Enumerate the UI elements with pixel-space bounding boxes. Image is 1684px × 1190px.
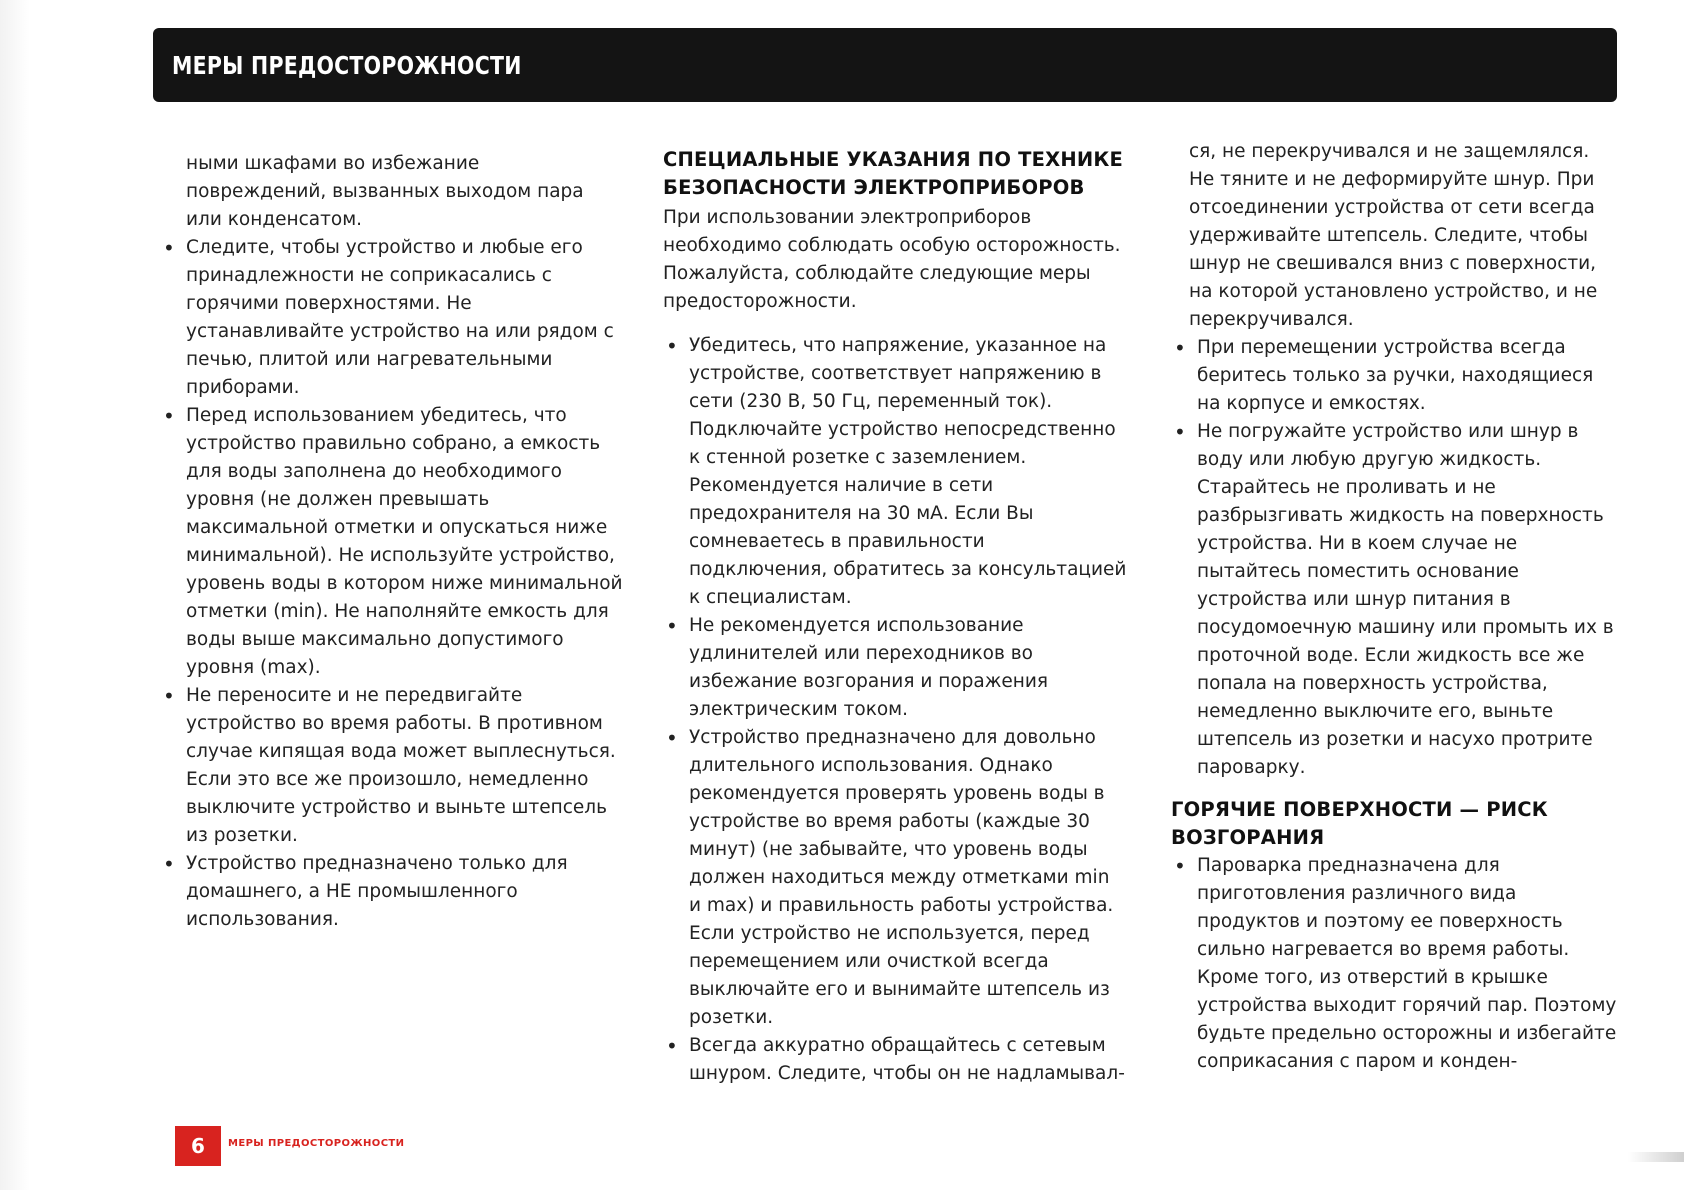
list-item: • Всегда аккуратно обращайтесь с сетевым шнуром. Следите, чтобы он не надламывал- — [663, 1032, 1127, 1088]
intro-paragraph: При использовании электроприборов необходимо соблюдать особую осторожность. Пожалуйста, соблюдайте следующие меры предосторожности. — [663, 207, 1121, 312]
list-item: • Устройство предназначено только для домашнего, а НЕ промышленного использования. — [160, 850, 624, 934]
list-item: • Следите, чтобы устройство и любые его принадлежности не соприкасались с горячими поверхностями. Не устанавливайте устройство на или рядом с печью, плитой или нагревательными приборами. — [160, 234, 624, 402]
footer-section-label: МЕРЫ ПРЕДОСТОРОЖНОСТИ — [228, 1138, 405, 1149]
page-title: МЕРЫ ПРЕДОСТОРОЖНОСТИ — [172, 50, 522, 80]
scan-edge-shadow — [0, 0, 30, 1190]
bullet-list — [1171, 334, 1619, 782]
list-item: • При перемещении устройства всегда беритесь только за ручки, находящиеся на корпусе и емкостях. — [1171, 334, 1619, 418]
list-item: • Убедитесь, что напряжение, указанное на устройстве, соответствует напряжению в сети (230 В, 50 Гц, переменный ток). Подключайте устройство непосредственно к стенной розетке с заземлением. Рекомендуется наличие в сети предохранителя на 30 мА. Если Вы сомневаетесь в правильности подключения, обратитесь за консультацией к специалистам. — [663, 332, 1127, 612]
text-column-1 — [160, 150, 624, 934]
page-number: 6 — [191, 1134, 205, 1158]
bullet-list — [1171, 852, 1619, 1076]
list-item: • Перед использованием убедитесь, что устройство правильно собрано, а емкость для воды заполнена до необходимого уровня (не должен превышать максимальной отметки и опускаться ниже минимальной). Не используйте устройство, уровень воды в котором ниже минимальной отметки (min). Не наполняйте емкость для воды выше максимально допустимого уровня (max). — [160, 402, 624, 682]
section-heading-hot-surfaces: ГОРЯЧИЕ ПОВЕРХНОСТИ — РИСК ВОЗГОРАНИЯ — [1171, 798, 1548, 849]
page-number-badge — [175, 1126, 221, 1166]
section-heading-electrical-safety: СПЕЦИАЛЬНЫЕ УКАЗАНИЯ ПО ТЕХНИКЕ БЕЗОПАСНОСТИ ЭЛЕКТРОПРИБОРОВ — [663, 148, 1124, 199]
page-header-bar — [153, 28, 1617, 102]
text-column-3 — [1171, 138, 1619, 1076]
continuation-paragraph: ся, не перекручивался и не защемлялся. Не тяните и не деформируйте шнур. При отсоединении устройства от сети всегда удерживайте штепсель. Следите, чтобы шнур не свешивался вниз с поверхности, на которой установлено устройство, и не перекручивался. — [1189, 141, 1598, 330]
list-item: • Устройство предназначено для довольно длительного использования. Однако рекомендуется проверять уровень воды в устройстве во время работы (каждые 30 минут) (не забывайте, что уровень воды должен находиться между отметками min и max) и правильность работы устройства. Если устройство не используется, перед перемещением или очисткой всегда выключайте его и вынимайте штепсель из розетки. — [663, 724, 1127, 1032]
list-item: • Не рекомендуется использование удлинителей или переходников во избежание возгорания и поражения электрическим током. — [663, 612, 1127, 724]
continuation-paragraph: ными шкафами во избежание повреждений, вызванных выходом пара или конденсатом. — [186, 153, 584, 230]
list-item: • Пароварка предназначена для приготовления различного вида продуктов и поэтому ее поверхность сильно нагревается во время работы. Кроме того, из отверстий в крышке устройства выходит горячий пар. Поэтому будьте предельно осторожны и избегайте соприкасания с паром и конден- — [1171, 852, 1619, 1076]
bullet-list — [663, 332, 1127, 1088]
list-item: • Не погружайте устройство или шнур в воду или любую другую жидкость. Старайтесь не проливать и не разбрызгивать жидкость на поверхность устройства. Ни в коем случае не пытайтесь поместить основание устройства или шнур питания в посудомоечную машину или промыть их в проточной воде. Если жидкость все же попала на поверхность устройства, немедленно выключите его, выньте штепсель из розетки и насухо протрите пароварку. — [1171, 418, 1619, 782]
bullet-list — [160, 234, 624, 934]
scan-corner-shadow — [1628, 1152, 1684, 1162]
text-column-2 — [663, 146, 1127, 1088]
list-item: • Не переносите и не передвигайте устройство во время работы. В противном случае кипящая вода может выплеснуться. Если это все же произошло, немедленно выключите устройство и выньте штепсель из розетки. — [160, 682, 624, 850]
